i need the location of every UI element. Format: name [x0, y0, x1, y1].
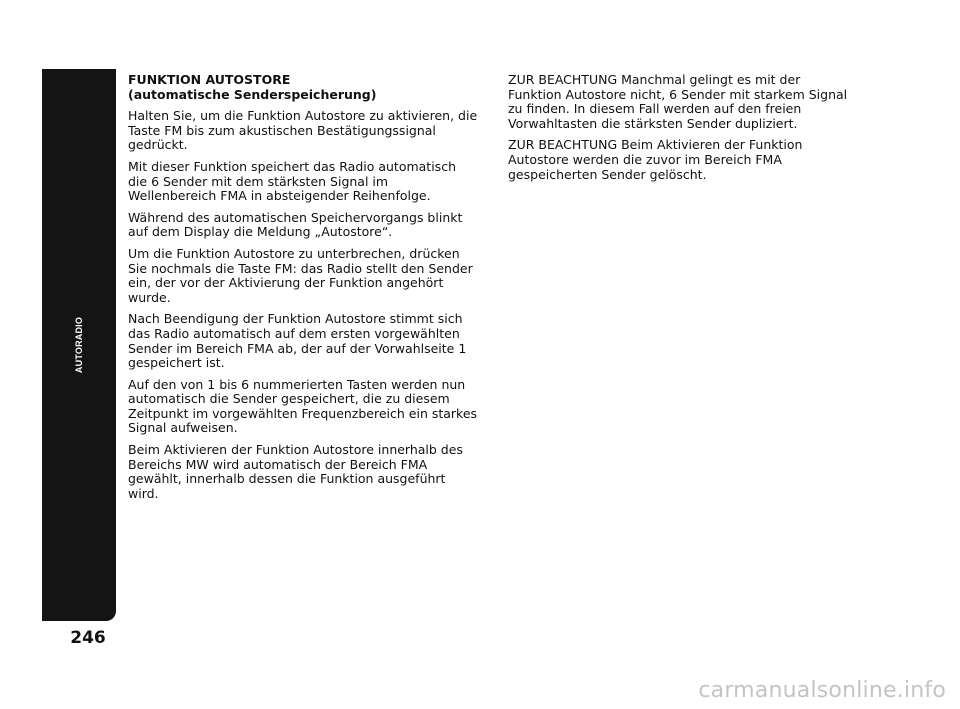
right-column: [508, 73, 853, 189]
paragraph: Auf den von 1 bis 6 nummerierten Tasten werden nun automatisch die Sender gespeichert, die zu diesem Zeitpunkt im vorgewählten Frequenzbereich ein starkes Signal aufweisen.: [128, 376, 478, 436]
paragraph: Nach Beendigung der Funktion Autostore stimmt sich das Radio automatisch auf dem ersten vorgewählten Sender im Bereich FMA ab, der auf der Vorwahlseite 1 gespeichert ist.: [128, 311, 467, 371]
paragraph: Während des automatischen Speichervorgangs blinkt auf dem Display die Meldung „Autostore“.: [128, 209, 463, 240]
chapter-label: AUTORADIO: [74, 316, 84, 374]
section-heading-title: FUNKTION AUTOSTORE: [128, 72, 291, 87]
paragraph: Halten Sie, um die Funktion Autostore zu aktivieren, die Taste FM bis zum akustischen Bestätigungssignal gedrückt.: [128, 108, 478, 153]
watermark: carmanualsonline.info: [698, 678, 946, 703]
left-column: [128, 73, 478, 508]
page-number: 246: [70, 628, 106, 648]
section-heading: [128, 73, 478, 102]
paragraph: Mit dieser Funktion speichert das Radio automatisch die 6 Sender mit dem stärksten Signal im Wellenbereich FMA in absteigender Reihenfolge.: [128, 158, 456, 204]
paragraph: Um die Funktion Autostore zu unterbrechen, drücken Sie nochmals die Taste FM: das Radio stellt den Sender ein, der vor der Aktivierung der Funktion angehört wurde.: [128, 245, 473, 305]
section-heading-subtitle: (automatische Senderspeicherung): [128, 86, 377, 102]
note-paragraph: ZUR BEACHTUNG Manchmal gelingt es mit der Funktion Autostore nicht, 6 Sender mit starkem Signal zu finden. In diesem Fall werden auf den freien Vorwahltasten die stärksten Sender dupliziert.: [508, 72, 848, 131]
note-paragraph: ZUR BEACHTUNG Beim Aktivieren der Funktion Autostore werden die zuvor im Bereich FMA gespeicherten Sender gelöscht.: [508, 137, 803, 182]
paragraph: Beim Aktivieren der Funktion Autostore innerhalb des Bereichs MW wird automatisch der Bereich FMA gewählt, innerhalb dessen die Funktion ausgeführt wird.: [128, 442, 463, 501]
